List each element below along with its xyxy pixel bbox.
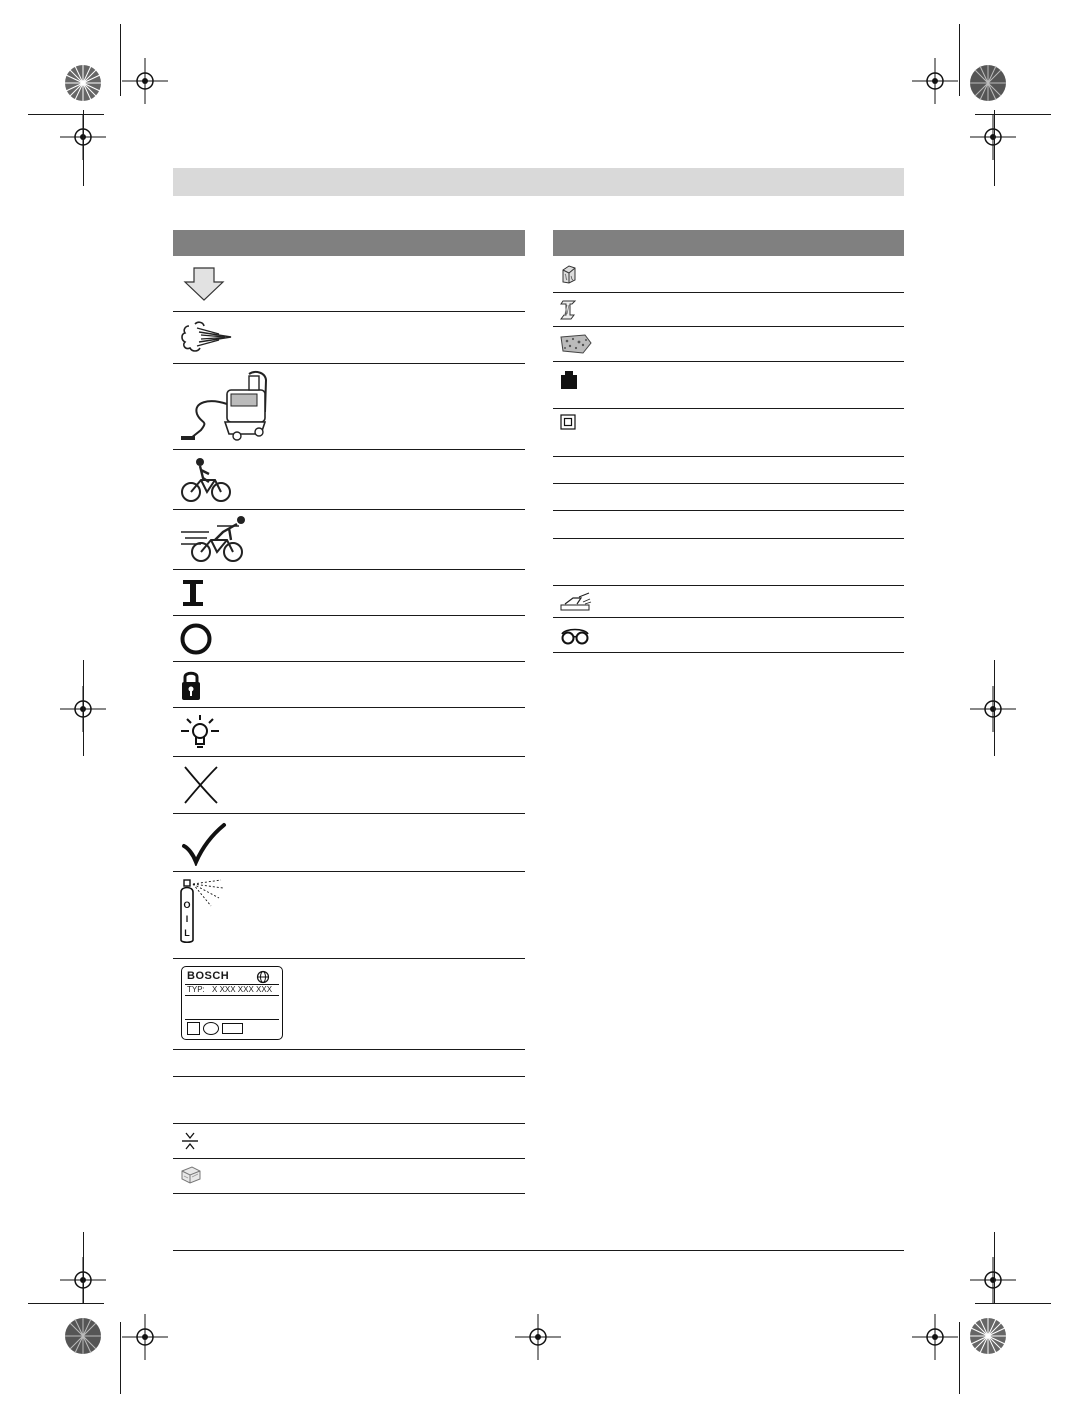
table-row xyxy=(553,362,904,409)
table-row xyxy=(173,757,525,814)
wood-icon xyxy=(559,264,579,284)
table-row xyxy=(553,511,904,539)
table-row xyxy=(173,616,525,662)
rating-plate-circle xyxy=(203,1022,219,1035)
metal-profile-icon xyxy=(559,299,579,321)
table-row xyxy=(553,457,904,484)
crosshair-icon xyxy=(515,1314,561,1360)
right-table-header xyxy=(553,230,904,256)
table-row xyxy=(173,708,525,757)
table-row xyxy=(173,450,525,510)
table-row xyxy=(173,1050,525,1077)
table-row xyxy=(173,959,525,1050)
rating-plate-icon xyxy=(181,966,283,1040)
down-arrow-icon xyxy=(183,266,225,302)
globe-icon xyxy=(256,970,270,984)
rating-plate-brand: BOSCH xyxy=(187,970,230,982)
sanding-icon xyxy=(559,592,593,612)
oil-letter-o: O xyxy=(183,900,191,910)
light-bulb-icon xyxy=(179,714,221,752)
crosshair-icon xyxy=(122,58,168,104)
cyclist-fast-icon xyxy=(179,514,251,564)
table-row xyxy=(553,409,904,457)
color-wheel-icon xyxy=(969,64,1007,102)
padlock-icon xyxy=(180,668,202,702)
vacuum-cleaner-icon xyxy=(179,368,271,446)
table-row xyxy=(173,570,525,616)
table-row xyxy=(173,312,525,364)
table-row xyxy=(173,814,525,872)
rating-plate-type-number: X XXX XXX XXX xyxy=(212,985,273,994)
table-row xyxy=(173,1124,525,1159)
protection-class-ii-icon xyxy=(560,414,576,430)
cut-depth-icon xyxy=(181,1132,199,1150)
table-row xyxy=(173,1159,525,1194)
section-title-band xyxy=(173,168,904,196)
table-row xyxy=(553,618,904,653)
cross-icon xyxy=(181,763,221,805)
rating-plate-rectangle xyxy=(222,1023,243,1034)
off-symbol-icon xyxy=(179,622,213,656)
crosshair-icon xyxy=(912,58,958,104)
crosshair-icon xyxy=(970,114,1016,160)
safety-goggles-icon xyxy=(559,626,591,646)
table-row xyxy=(553,327,904,362)
crosshair-icon xyxy=(970,1257,1016,1303)
table-row xyxy=(553,586,904,618)
left-table-header xyxy=(173,230,525,256)
table-row xyxy=(173,662,525,708)
material-block-icon xyxy=(180,1165,202,1185)
crosshair-icon xyxy=(970,686,1016,732)
table-row xyxy=(173,364,525,450)
table-row xyxy=(173,510,525,570)
color-wheel-icon xyxy=(64,1317,102,1355)
table-row xyxy=(553,484,904,511)
table-row xyxy=(553,293,904,327)
cyclist-slow-icon xyxy=(179,456,235,504)
table-row xyxy=(553,539,904,586)
crosshair-icon xyxy=(122,1314,168,1360)
footer-rule xyxy=(173,1250,904,1251)
color-wheel-icon xyxy=(64,64,102,102)
table-row xyxy=(173,256,525,312)
weight-icon xyxy=(559,370,579,390)
dust-blow-icon xyxy=(179,318,239,356)
crosshair-icon xyxy=(912,1314,958,1360)
oil-letter-i: I xyxy=(185,914,189,924)
rating-plate-square xyxy=(187,1022,200,1035)
oil-letter-l: L xyxy=(184,928,190,938)
rating-plate-type-label: TYP: xyxy=(187,985,205,994)
stone-icon xyxy=(559,333,593,355)
table-row xyxy=(173,872,525,959)
table-row xyxy=(173,1077,525,1124)
table-row xyxy=(553,256,904,293)
oil-can-icon xyxy=(177,878,231,946)
color-wheel-icon xyxy=(969,1317,1007,1355)
checkmark-icon xyxy=(181,822,227,866)
on-symbol-icon xyxy=(181,578,205,608)
